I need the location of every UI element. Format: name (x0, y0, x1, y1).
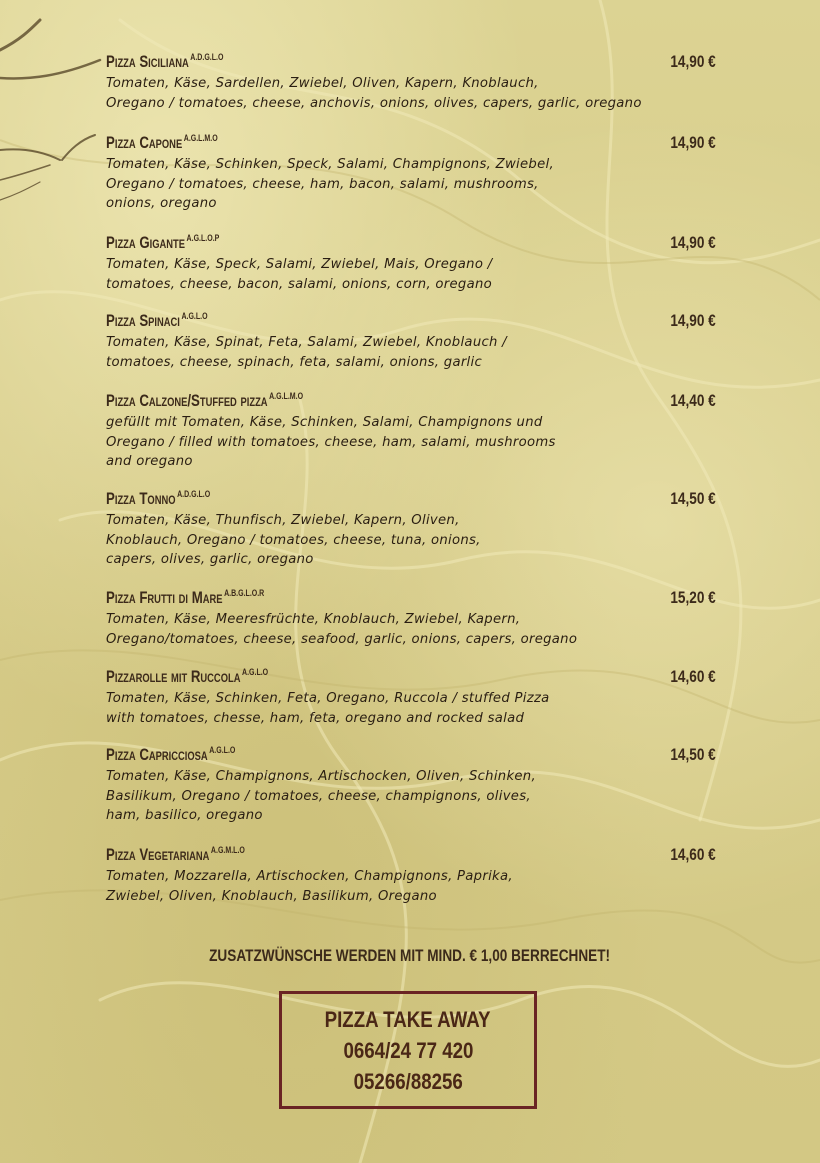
item-name: Pizza Spinaci $^{A.G.L.O}$ (106, 311, 208, 330)
item-name: Pizza Gigante $^{A.G.L.O.P}$ (106, 233, 220, 252)
item-price: 15,20 € (670, 588, 716, 607)
item-name: Pizza Siciliana $^{A.D.G.L.O}$ (106, 52, 224, 71)
allergen-codes: A.G.L.M.O (269, 391, 304, 401)
item-description: Tomaten, Käse, Champignons, Artischocken, Oliven, Schinken, Basilikum, Oregano / tomatoes, cheese, champignons, olives, ham, basilico, oregano (106, 769, 536, 823)
item-description: Tomaten, Käse, Schinken, Speck, Salami, Champignons, Zwiebel, Oregano / tomatoes, cheese, ham, bacon, salami, mushrooms, onions, oregano (106, 157, 554, 211)
brush-decoration (0, 20, 100, 200)
item-price: 14,50 € (670, 745, 716, 764)
item-name: Pizza Tonno $^{A.D.G.L.O}$ (106, 489, 211, 508)
allergen-codes: A.D.G.L.O (190, 52, 224, 62)
menu-item (106, 311, 716, 391)
allergen-codes: A.G.M.L.O (210, 845, 245, 855)
allergen-codes: A.G.L.O.P (186, 233, 220, 243)
item-name: Pizza Frutti di Mare $^{A.B.G.L.O.R}$ (106, 588, 265, 607)
item-price: 14,60 € (670, 667, 716, 686)
takeaway-phone-mobile[interactable]: 0664/24 77 420 (343, 1037, 473, 1063)
menu-item (106, 667, 716, 745)
allergen-codes: A.B.G.L.O.R (224, 588, 265, 598)
item-price: 14,60 € (670, 845, 716, 864)
item-description: Tomaten, Käse, Spinat, Feta, Salami, Zwiebel, Knoblauch / tomatoes, cheese, spinach, feta, salami, onions, garlic (106, 335, 507, 370)
allergen-codes: A.G.L.M.O (183, 133, 218, 143)
item-price: 14,40 € (670, 391, 716, 410)
menu-item (106, 233, 716, 311)
allergen-codes: A.D.G.L.O (177, 489, 211, 499)
menu-item (106, 745, 716, 845)
menu-item (106, 133, 716, 233)
pizza-menu-list (106, 52, 716, 915)
item-description: Tomaten, Käse, Meeresfrüchte, Knoblauch, Zwiebel, Kapern, Oregano/tomatoes, cheese, seafood, garlic, onions, capers, oregano (106, 612, 578, 647)
menu-item (106, 489, 716, 588)
item-name: Pizza Calzone/Stuffed pizza $^{A.G.L.M.O}$ (106, 391, 304, 410)
takeaway-box (279, 991, 537, 1109)
item-price: 14,90 € (670, 311, 716, 330)
menu-item (106, 52, 716, 133)
item-description: Tomaten, Käse, Speck, Salami, Zwiebel, Mais, Oregano / tomatoes, cheese, bacon, salami, onions, corn, oregano (106, 257, 493, 292)
item-description: Tomaten, Käse, Schinken, Feta, Oregano, Ruccola / stuffed Pizza with tomatoes, chesse, ham, feta, oregano and rocked salad (106, 691, 550, 726)
menu-item (106, 845, 716, 915)
item-description: gefüllt mit Tomaten, Käse, Schinken, Salami, Champignons und Oregano / filled with tomatoes, cheese, ham, salami, mushrooms and oregano (106, 415, 556, 469)
item-name: Pizza Capone $^{A.G.L.M.O}$ (106, 133, 218, 152)
item-price: 14,90 € (670, 233, 716, 252)
item-name: Pizza Capricciosa $^{A.G.L.O}$ (106, 745, 236, 764)
item-description: Tomaten, Käse, Sardellen, Zwiebel, Oliven, Kapern, Knoblauch, Oregano / tomatoes, cheese, anchovis, onions, olives, capers, garlic, oregano (106, 76, 642, 111)
item-price: 14,50 € (670, 489, 716, 508)
item-description: Tomaten, Mozzarella, Artischocken, Champignons, Paprika, Zwiebel, Oliven, Knoblauch, Basilikum, Oregano (106, 869, 513, 904)
takeaway-title: PIZZA TAKE AWAY (325, 1006, 491, 1032)
allergen-codes: A.G.L.O (242, 667, 269, 677)
menu-item (106, 391, 716, 489)
item-description: Tomaten, Käse, Thunfisch, Zwiebel, Kapern, Oliven, Knoblauch, Oregano / tomatoes, cheese, tuna, onions, capers, olives, garlic, oregano (106, 513, 481, 567)
item-name: Pizzarolle mit Ruccola $^{A.G.L.O}$ (106, 667, 269, 686)
allergen-codes: A.G.L.O (181, 311, 208, 321)
takeaway-phone-landline[interactable]: 05266/88256 (353, 1068, 463, 1094)
extra-charge-note: ZUSATZWÜNSCHE WERDEN MIT MIND. € 1,00 BERRECHNET! (209, 946, 611, 965)
allergen-codes: A.G.L.O (209, 745, 236, 755)
item-price: 14,90 € (670, 133, 716, 152)
menu-item (106, 588, 716, 667)
item-price: 14,90 € (670, 52, 716, 71)
item-name: Pizza Vegetariana $^{A.G.M.L.O}$ (106, 845, 245, 864)
